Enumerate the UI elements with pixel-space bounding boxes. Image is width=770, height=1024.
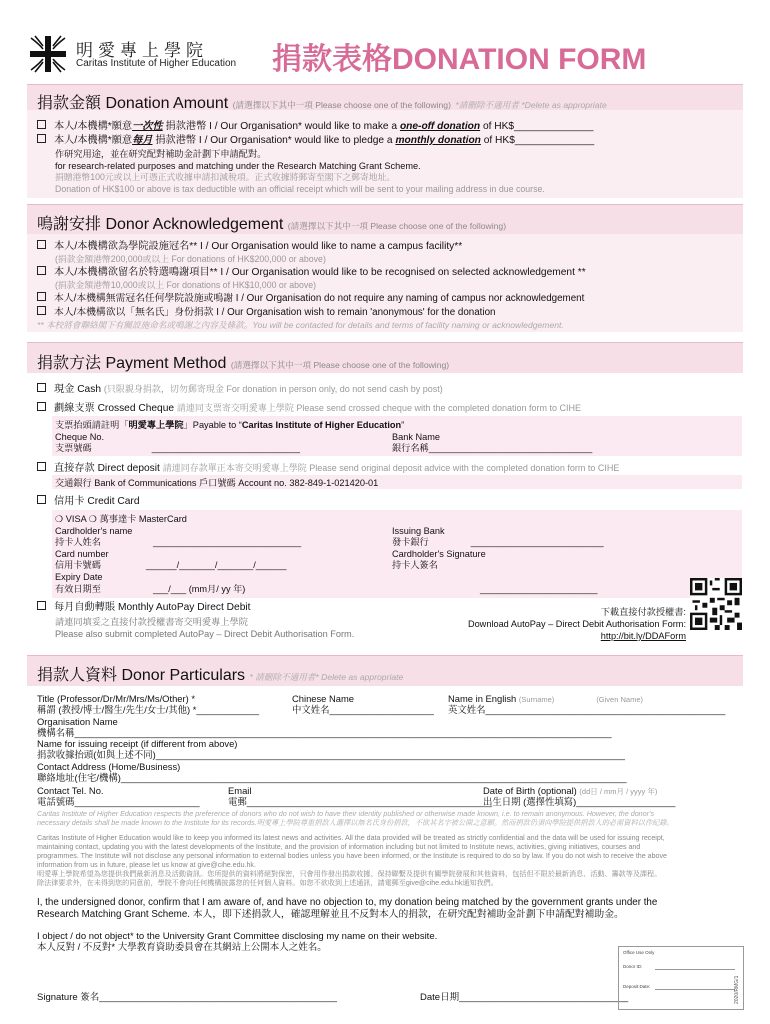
objection-2: 本人反對 / 不反對* 大學教育資助委員會在其網站上公開本人之姓名。: [37, 942, 327, 953]
cash-option[interactable]: 現金 Cash (只限親身捐款，切勿郵寄現金 For donation in person only, do not send cash by post): [37, 383, 443, 396]
logo-english-name: Caritas Institute of Higher Education: [76, 58, 237, 69]
declaration-1: I, the undersigned donor, confirm that I am aware of, and have no objection to, my donation being matched by the government grants under the: [37, 897, 658, 908]
signature-label: Cardholder's Signature: [392, 549, 486, 559]
english-name-label: Name in English (Surname) (Given Name): [448, 693, 643, 704]
form-code: 2020/RMG/1: [734, 975, 740, 1004]
address-field[interactable]: 聯絡地址(住宅/機構)_________________________________________________________________________________________________: [37, 772, 627, 783]
receipt-name-label: Name for issuing receipt (if different from above): [37, 738, 238, 749]
receipt-name-field[interactable]: 捐款收據抬頭(如與上述不同)__________________________________________________________________________________________: [37, 749, 626, 760]
pd-note-4: information from us in future, please let us know at give@cihe.edu.hk.: [37, 861, 256, 869]
title-label: Title (Professor/Dr/Mr/Mrs/Ms/Other) *: [37, 693, 195, 704]
checkbox[interactable]: [37, 120, 46, 129]
naming-sub: (捐款金額港幣200,000或以上 For donations of HK$200,000 or above): [55, 254, 326, 264]
section-title-payment: 捐款方法 Payment Method (請選擇以下其中一項 Please choose one of the following): [37, 355, 450, 372]
date-field[interactable]: Date日期________________________________: [420, 992, 629, 1003]
logo-chinese-name: 明愛專上學院: [76, 41, 208, 61]
autopay-option[interactable]: 每月自動轉賬 Monthly AutoPay Direct Debit: [37, 601, 250, 614]
privacy-note-2: necessary details shall be made known to the Institute for its records.明愛專上學院尊重捐款人選擇以無名氏身份捐款，不欲其名字被公開之意願。然而捐款仍須向學院提供捐款人的必需資料以作紀錄。: [37, 818, 674, 827]
anonymous-option[interactable]: 本人/本機構欲以「無名氏」身份捐款 I / Our Organisation wish to remain 'anonymous' for the donation: [37, 306, 495, 319]
chinese-name-label: Chinese Name: [292, 693, 355, 704]
recognition-option[interactable]: 本人/本機構欲留名於特選鳴謝項目** I / Our Organisation would like to be recognised on selected acknowledgement **: [37, 266, 586, 279]
bank-name-label: Bank Name: [392, 432, 441, 442]
pd-note-2: maintaining contact, updating you with the latest developments of the Institute, and the provision of information including but not limited to Institute news, activities, giving initiatives, courses and: [37, 843, 641, 851]
pd-note-5: 明愛專上學院希望為您提供我們最新消息及活動資訊。您所提供的資料將絕對保密，只會用作發出捐款收據、保持聯繫及提供有關學院發展和其他資料，包括但不限於最新消息、活動、籌款等及課程。: [37, 870, 662, 878]
card-type-options[interactable]: ❍ VISA ❍ 萬事達卡 MasterCard: [55, 514, 187, 524]
address-label: Contact Address (Home/Business): [37, 761, 181, 772]
checkbox[interactable]: [37, 306, 46, 315]
checkbox[interactable]: [37, 266, 46, 275]
pd-note-6: 除法律要求外，在未得到您的同意前，學院不會向任何機構披露您的任何個人資料。如您不欲收到上述通訊，請電郵至give@cihe.edu.hk通知我們。: [37, 879, 498, 887]
cheque-option[interactable]: 劃線支票 Crossed Cheque 請連同支票寄交明愛專上學院 Please send crossed cheque with the completed donation form to CIHE: [37, 402, 581, 415]
expiry-label: Expiry Date: [55, 572, 103, 582]
tel-label: Contact Tel. No.: [37, 785, 104, 796]
tax-note-cn: 捐贈港幣100元或以上可憑正式收據申請扣減稅項。正式收據將郵寄至閣下之郵寄地址。: [55, 172, 396, 182]
download-en: Download AutoPay – Direct Debit Authorisation Form:: [467, 619, 686, 629]
dob-field[interactable]: 出生日期 (選擇性填寫)___________________: [483, 796, 676, 807]
english-name-field[interactable]: 英文姓名______________________________________________: [448, 704, 726, 715]
email-label: Email: [228, 785, 252, 796]
purpose-note-cn: 作研究用途，並在研究配對補助金計劃下申請配對。: [55, 149, 267, 159]
cheque-payee: 支票抬頭請註明「明愛專上學院」Payable to “Caritas Institute of Higher Education”: [55, 420, 405, 430]
privacy-note-1: Caritas Institute of Higher Education respects the preference of donors who do not wish to have their identity published or otherwise made known, i.e. to remain anonymous. However, the donor's: [37, 809, 655, 818]
pd-note-1: Caritas Institute of Higher Education would like to keep you informed its latest news and activities. All the data provided will be treated as strictly confidential and the data will be used for issuing receipt,: [37, 834, 665, 842]
ack-footnote: ** 本校將會聯絡閣下有關設施命名或鳴謝之內容及條款。You will be contacted for details and terms of facility naming or acknowledgement.: [37, 320, 564, 330]
signature-cn-label: 持卡人簽名: [392, 560, 438, 570]
credit-card-option[interactable]: 信用卡 Credit Card: [37, 495, 139, 508]
checkbox[interactable]: [37, 240, 46, 249]
section-title-ack: 鳴謝安排 Donor Acknowledgement (請選擇以下其中一項 Please choose one of the following): [37, 216, 507, 233]
amount-hint: (請選擇以下其中一項 Please choose one of the following): [232, 100, 451, 110]
autopay-note-en: Please also submit completed AutoPay – Direct Debit Authorisation Form.: [55, 629, 355, 639]
purpose-note-en: for research-related purposes and matching under the Research Matching Grant Scheme.: [55, 161, 421, 171]
header: [28, 30, 748, 78]
signature-field-donor[interactable]: Signature 簽名_____________________________________________: [37, 992, 338, 1003]
chinese-name-field[interactable]: 中文姓名____________________: [292, 704, 434, 715]
email-field[interactable]: 電郵_______________________________________________: [228, 796, 492, 807]
expiry-field[interactable]: 有效日期至 ___/___ (mm月/ yy 年): [55, 584, 246, 594]
naming-option[interactable]: 本人/本機構欲為學院設施冠名** I / Our Organisation would like to name a campus facility**: [37, 240, 462, 253]
office-donor-id: Donor ID:: [623, 964, 643, 969]
amount-hint-delete: *請刪除不適用者 *Delete as appropriate: [455, 100, 607, 110]
holder-name-label: Cardholder's name: [55, 526, 133, 536]
deposit-account: 交通銀行 Bank of Communications 戶口號碼 Account no. 382-849-1-021420-01: [55, 478, 379, 488]
bank-name-field[interactable]: 銀行名稱________________________________: [392, 443, 593, 453]
card-number-field[interactable]: 信用卡號碼 ______/_______/_______/______: [55, 560, 287, 570]
monthly-option[interactable]: 本人/本機構*願意每月 捐款港幣 I / Our Organisation* would like to pledge a monthly donation of HK$______________: [37, 134, 594, 147]
org-label: Organisation Name: [37, 716, 118, 727]
checkbox[interactable]: [37, 601, 46, 610]
form-title: 捐款表格DONATION FORM: [272, 43, 647, 76]
qr-code-icon: [690, 578, 742, 630]
download-cn: 下載直接付款授權書:: [600, 607, 686, 617]
checkbox[interactable]: [37, 462, 46, 471]
title-field[interactable]: 稱謂 (教授/博士/醫生/先生/女士/其他) *____________: [37, 704, 259, 715]
holder-name-field[interactable]: 持卡人姓名 _____________________________: [55, 537, 302, 547]
recognition-sub: (捐款金額港幣10,000或以上 For donations of HK$10,000 or above): [55, 280, 317, 290]
section-title-amount: [37, 90, 607, 113]
cheque-no-field[interactable]: 支票號碼 _____________________________: [55, 443, 300, 453]
section-title-donor: 捐款人資料 Donor Particulars * 請刪除不適用者* Delete as appropriate: [37, 667, 404, 684]
no-naming-option[interactable]: 本人/本機構無需冠名任何學院設施或鳴謝 I / Our Organisation do not require any naming of campus nor acknowledgement: [37, 292, 584, 305]
amount-title-text: 捐款金額 Donation Amount: [37, 95, 229, 112]
card-number-label: Card number: [55, 549, 109, 559]
cihe-logo-icon: [28, 34, 68, 74]
tel-field[interactable]: 電話號碼________________________: [37, 796, 200, 807]
cheque-no-label: Cheque No.: [55, 432, 105, 442]
tax-note-en: Donation of HK$100 or above is tax deductible with an official receipt which will be sent to your mailing address in due course.: [55, 184, 545, 194]
issuing-bank-label: Issuing Bank: [392, 526, 445, 536]
declaration-2: Research Matching Grant Scheme. 本人，即下述捐款人，確認理解並且不反對本人的捐款，在研究配對補助金計劃下申請配對補助金。: [37, 909, 624, 920]
autopay-note-cn: 請連同填妥之直接付款授權書寄交明愛專上學院: [55, 617, 248, 627]
radio-icon[interactable]: ❍: [55, 514, 66, 524]
checkbox[interactable]: [37, 292, 46, 301]
dob-label: Date of Birth (optional) (dd日 / mm月 / yyyy 年): [483, 785, 658, 796]
checkbox[interactable]: [37, 383, 46, 392]
issuing-bank-field[interactable]: 發卡銀行 __________________________: [392, 537, 604, 547]
office-use-title: Office Use Only: [623, 950, 655, 955]
org-field[interactable]: 機構名稱_______________________________________________________________________________________________________: [37, 727, 612, 738]
office-deposit-date: Deposit Date:: [623, 984, 651, 989]
office-use-box: [618, 946, 744, 1010]
checkbox[interactable]: [37, 134, 46, 143]
checkbox[interactable]: [37, 402, 46, 411]
download-link[interactable]: http://bit.ly/DDAForm: [600, 631, 686, 641]
objection-1: I object / do not object* to the University Grant Committee disclosing my name on their website.: [37, 931, 438, 942]
signature-field[interactable]: _______________________: [480, 584, 598, 594]
one-off-option[interactable]: 本人/本機構*願意一次性 捐款港幣 I / Our Organisation* would like to make a one-off donation of HK$______________: [37, 120, 593, 133]
checkbox[interactable]: [37, 495, 46, 504]
deposit-option[interactable]: 直接存款 Direct deposit 請連同存款單正本寄交明愛專上學院 Please send original deposit advice with the completed donation form to CIHE: [37, 462, 619, 475]
pd-note-3: programmes. The Institute will not disclose any personal information to external bodies unless you have been informed, or the Institute is required to do so by law. If you do not wish to receive the above: [37, 852, 667, 860]
